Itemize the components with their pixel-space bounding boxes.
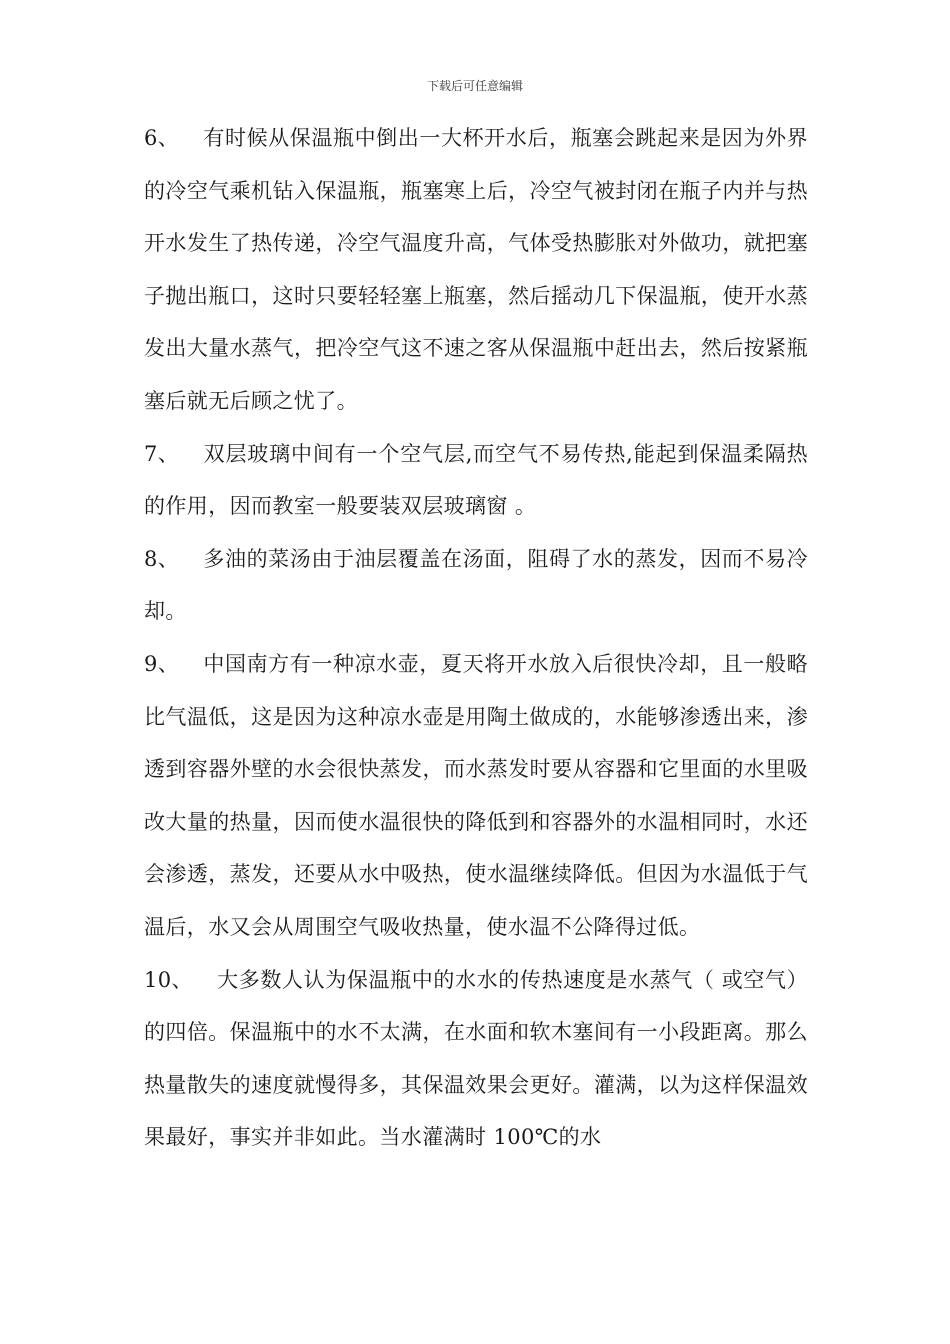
paragraph-number: 10、 [144,967,193,992]
paragraph-8 [144,533,808,638]
paragraph-number: 8、 [144,546,180,571]
paragraph-6 [144,112,808,428]
paragraph-text: 多油的菜汤由于油层覆盖在汤面，阻碍了水的蒸发，因而不易冷却。 [144,546,808,624]
paragraph-10 [144,954,808,1164]
document-body [144,112,808,1164]
paragraph-9 [144,638,808,954]
paragraph-text: 中国南方有一种凉水壶，夏天将开水放入后很快冷却，且一般略比气温低，这是因为这种凉水壶是用陶土做成的，水能够渗透出来，渗透到容器外壁的水会很快蒸发，而水蒸发时要从容器和它里面的水里吸改大量的热量，因而使水温很快的降低到和容器外的水温相同时，水还会渗透，蒸发，还要从水中吸热，使水温继续降低。但因为水温低于气温后，水又会从周围空气吸收热量，使水温不公降得过低。 [144,651,808,939]
paragraph-number: 7、 [144,441,180,466]
paragraph-text: 大多数人认为保温瓶中的水水的传热速度是水蒸气（ 或空气）的四倍。保温瓶中的水不太满，在水面和软木塞间有一小段距离。那么热量散失的速度就慢得多，其保温效果会更好。灌满，以为这样保温效果最好，事实并非如此。当水灌满时 100℃的水 [144,967,808,1150]
paragraph-number: 6、 [144,126,180,150]
page-header: 下载后可任意编辑 [426,79,523,93]
paragraph-7 [144,428,808,533]
paragraph-number: 9、 [144,651,180,676]
paragraph-text: 双层玻璃中间有一个空气层,而空气不易传热,能起到保温柔隔热的作用，因而教室一般要装双层玻璃窗 。 [144,441,808,519]
paragraph-text: 有时候从保温瓶中倒出一大杯开水后，瓶塞会跳起来是因为外界的冷空气乘机钻入保温瓶，瓶塞寒上后，冷空气被封闭在瓶子内并与热开水发生了热传递，冷空气温度升高，气体受热膨胀对外做功，就把塞子抛出瓶口，这时只要轻轻塞上瓶塞，然后摇动几下保温瓶，使开水蒸发出大量水蒸气，把冷空气这不速之客从保温瓶中赶出去，然后按紧瓶塞后就无后顾之忧了。 [144,126,808,413]
